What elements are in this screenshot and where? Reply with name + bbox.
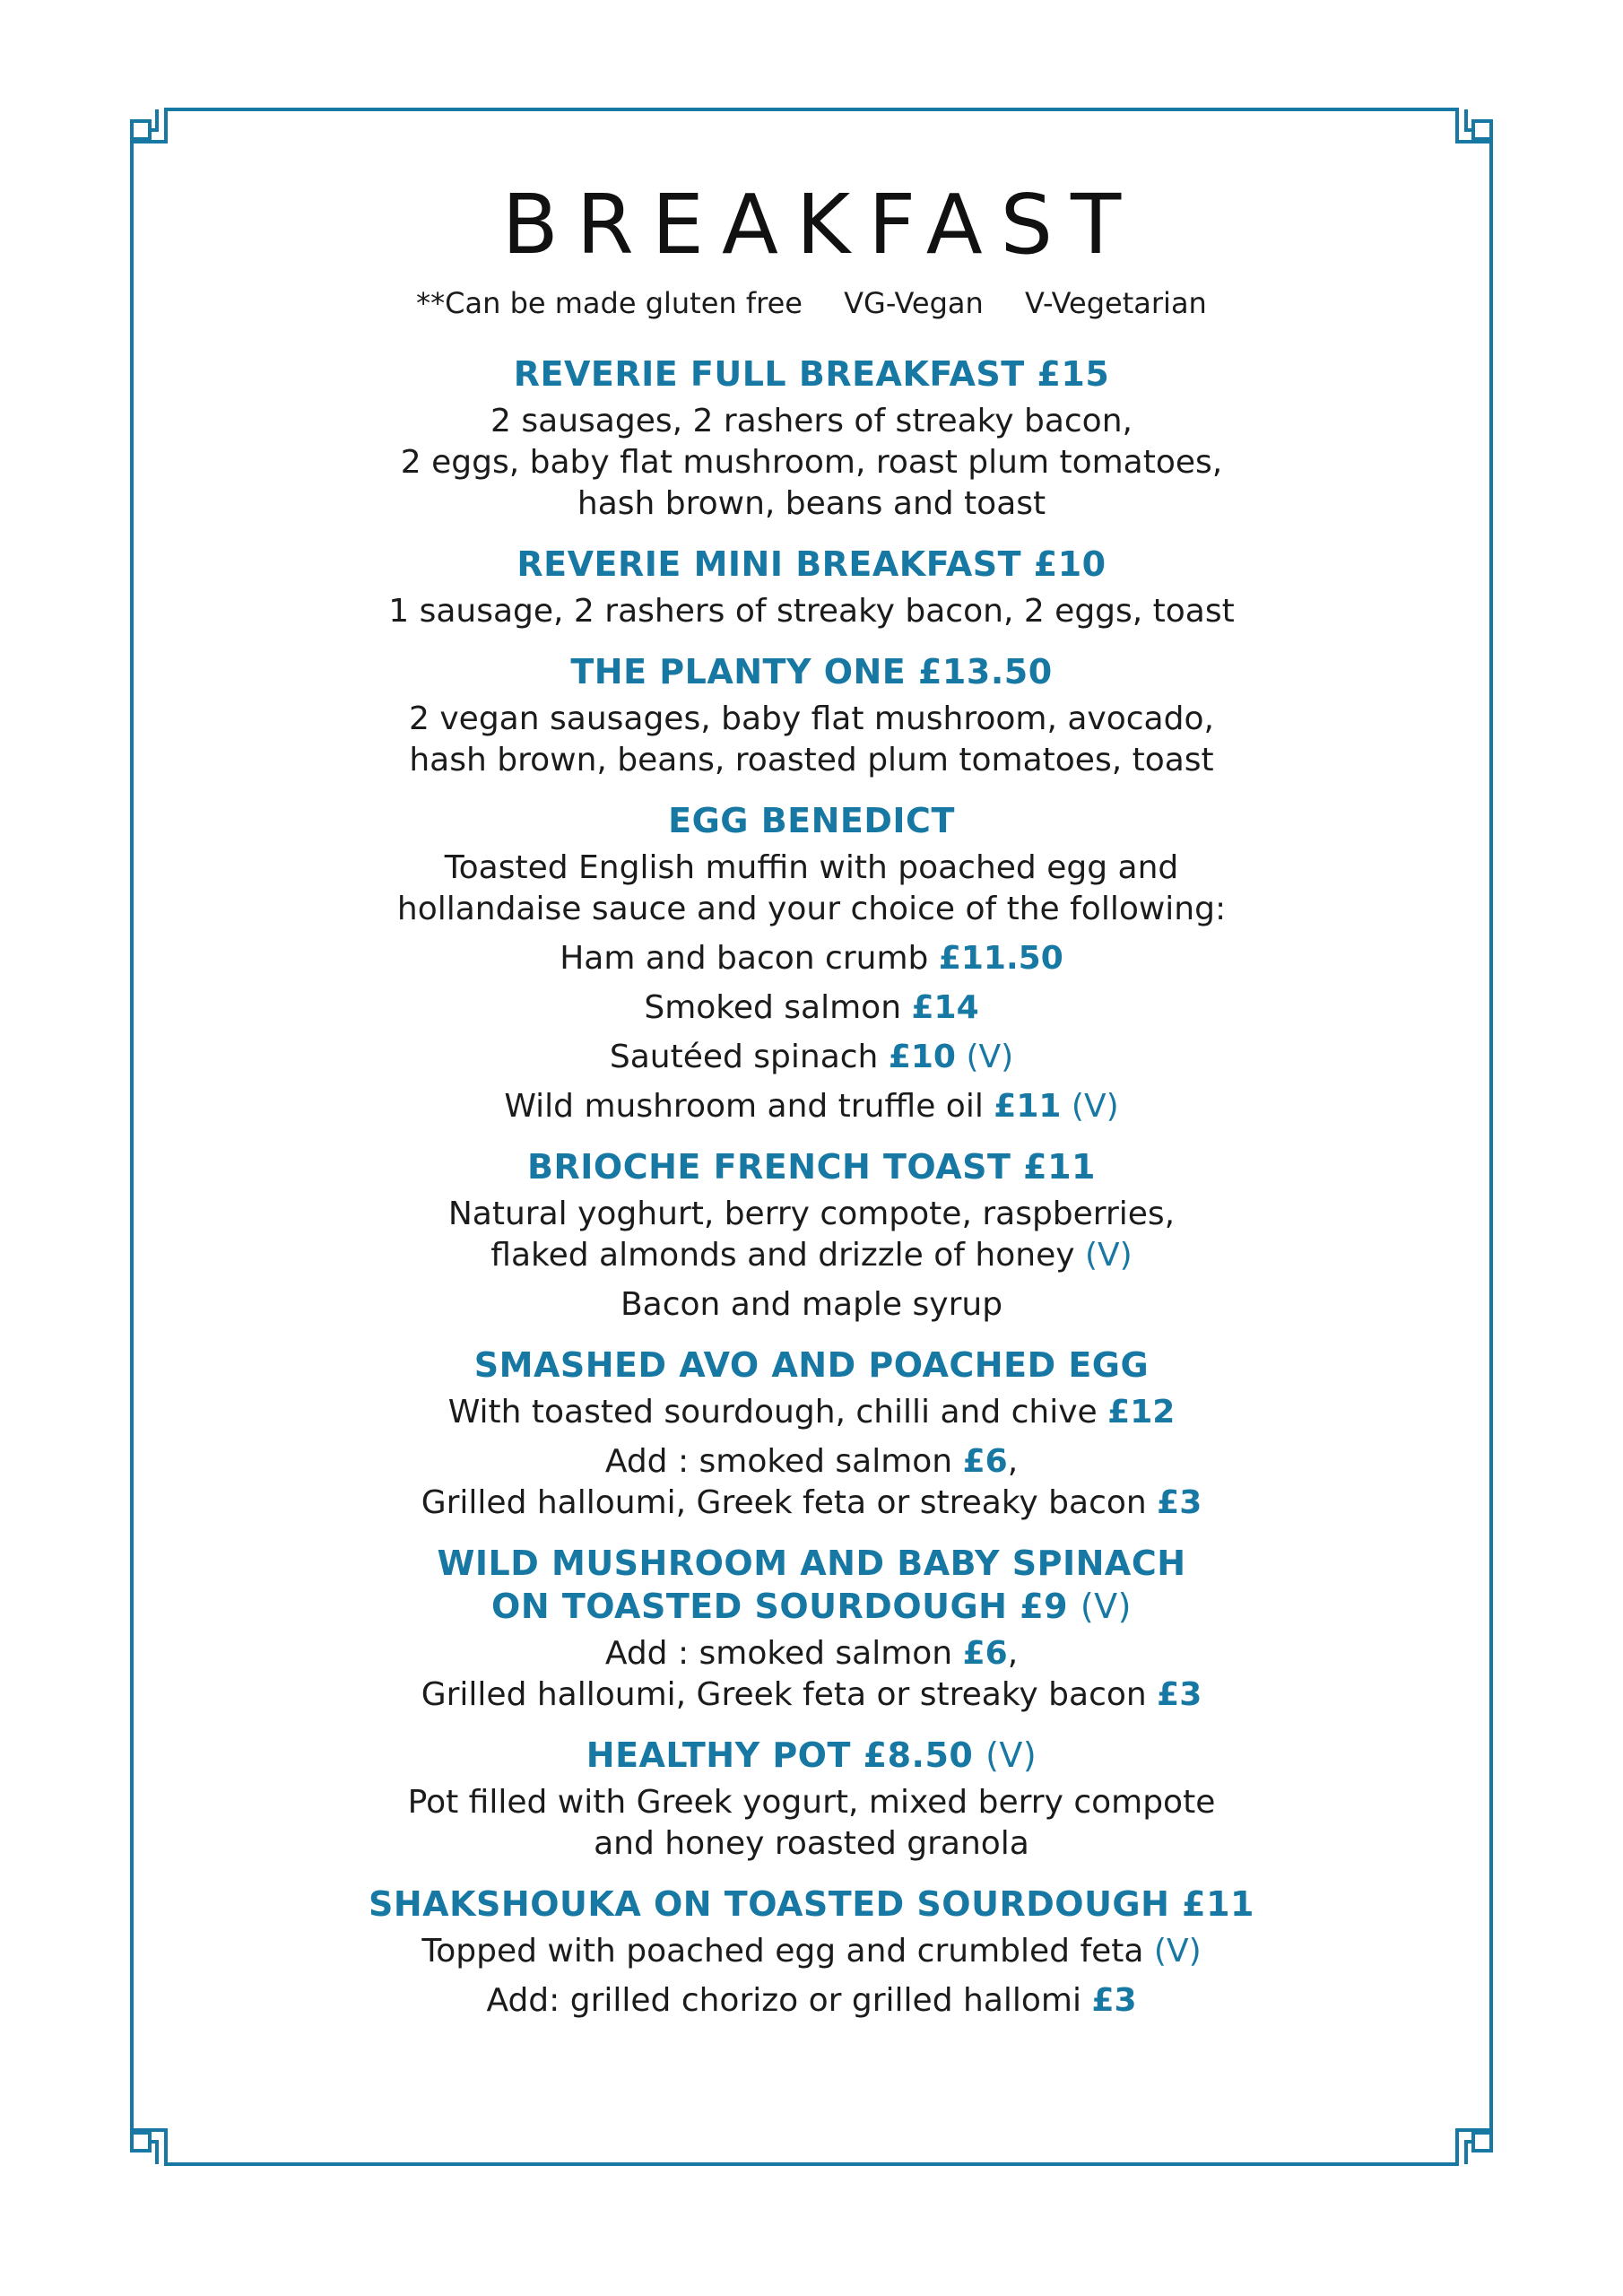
- vegetarian-tag: (V): [985, 1735, 1037, 1775]
- item-add-on: [161, 1441, 1462, 1483]
- item-heading: SMASHED AVO AND POACHED EGG: [473, 1345, 1150, 1385]
- item-add-on: [161, 1674, 1462, 1716]
- menu-item: [161, 650, 1462, 781]
- item-heading: THE PLANTY ONE £13.50: [570, 652, 1053, 691]
- menu-item: [161, 352, 1462, 525]
- add-on-text: Add : smoked salmon: [604, 1635, 953, 1672]
- item-description-line: [161, 1931, 1462, 1972]
- item-option: [161, 1086, 1462, 1127]
- add-on-price: £3: [1157, 1676, 1202, 1713]
- item-price: £12: [1107, 1394, 1176, 1431]
- menu-item: [161, 799, 1462, 1127]
- menu-item: [161, 1542, 1462, 1716]
- vegetarian-tag: (V): [1153, 1933, 1202, 1970]
- item-add-on: [161, 1483, 1462, 1524]
- option-price: £10: [888, 1039, 956, 1075]
- item-option: [161, 938, 1462, 979]
- menu-item: [161, 1883, 1462, 2022]
- item-heading: WILD MUSHROOM AND BABY SPINACH: [437, 1544, 1186, 1583]
- add-on-price: £3: [1157, 1484, 1202, 1521]
- menu-item: [161, 1145, 1462, 1326]
- item-description-line: hash brown, beans and toast: [577, 485, 1046, 522]
- legend-vegetarian: V-Vegetarian: [1024, 286, 1207, 320]
- add-on-text: Grilled halloumi, Greek feta or streaky bacon: [421, 1484, 1147, 1521]
- item-option: [161, 987, 1462, 1029]
- item-heading: REVERIE MINI BREAKFAST £10: [516, 544, 1107, 584]
- option-price: £11.50: [938, 940, 1063, 977]
- menu-item: [161, 1734, 1462, 1865]
- item-description-line: 2 eggs, baby flat mushroom, roast plum tomatoes,: [400, 444, 1223, 481]
- item-heading: REVERIE FULL BREAKFAST £15: [513, 354, 1110, 394]
- item-heading: EGG BENEDICT: [668, 801, 955, 840]
- add-on-text: Grilled halloumi, Greek feta or streaky bacon: [421, 1676, 1147, 1713]
- heading-text: HEALTHY POT £8.50: [586, 1735, 974, 1775]
- add-on-price: £6: [962, 1635, 1008, 1672]
- item-description-line: and honey roasted granola: [594, 1825, 1029, 1862]
- option-text: Ham and bacon crumb: [560, 940, 929, 977]
- item-heading: BRIOCHE FRENCH TOAST £11: [527, 1147, 1096, 1187]
- vegetarian-tag: (V): [1080, 1587, 1132, 1626]
- add-on-suffix: ,: [1007, 1635, 1019, 1672]
- option-price: £11: [994, 1088, 1062, 1125]
- menu-content: [161, 177, 1462, 2039]
- option-text: Add: grilled chorizo or grilled hallomi: [486, 1982, 1081, 2019]
- option-price: £14: [911, 989, 979, 1026]
- item-add-on: [161, 1633, 1462, 1674]
- description-text: With toasted sourdough, chilli and chive: [447, 1394, 1098, 1431]
- item-option: [161, 1037, 1462, 1078]
- dietary-legend: [161, 286, 1462, 320]
- add-on-text: Add : smoked salmon: [604, 1443, 953, 1480]
- menu-item: [161, 1344, 1462, 1524]
- description-text: flaked almonds and drizzle of honey: [490, 1237, 1075, 1274]
- item-description-line: hash brown, beans, roasted plum tomatoes, toast: [409, 742, 1214, 778]
- item-description-line: 2 vegan sausages, baby flat mushroom, avocado,: [409, 700, 1214, 737]
- option-text: Smoked salmon: [644, 989, 902, 1026]
- item-description-line: 1 sausage, 2 rashers of streaky bacon, 2 eggs, toast: [388, 593, 1235, 630]
- item-heading: SHAKSHOUKA ON TOASTED SOURDOUGH £11: [369, 1884, 1254, 1924]
- menu-item: [161, 543, 1462, 632]
- item-description-line: [161, 1392, 1462, 1433]
- option-text: Wild mushroom and truffle oil: [504, 1088, 984, 1125]
- item-description-line: Toasted English muffin with poached egg and: [444, 849, 1179, 886]
- add-on-price: £6: [962, 1443, 1008, 1480]
- item-heading: [161, 1585, 1462, 1628]
- item-description-line: hollandaise sauce and your choice of the following:: [396, 891, 1227, 927]
- legend-gluten-free: **Can be made gluten free: [416, 286, 803, 320]
- item-description-line: [161, 1235, 1462, 1276]
- page-title: BREAKFAST: [501, 177, 1140, 273]
- option-price: £3: [1091, 1982, 1137, 2019]
- vegetarian-tag: (V): [1084, 1237, 1133, 1274]
- add-on-suffix: ,: [1007, 1443, 1019, 1480]
- item-option: [161, 1980, 1462, 2022]
- option-text: Sautéed spinach: [609, 1039, 879, 1075]
- description-text: Topped with poached egg and crumbled feta: [421, 1933, 1144, 1970]
- item-description-line: Pot filled with Greek yogurt, mixed berry compote: [407, 1784, 1216, 1821]
- heading-text: ON TOASTED SOURDOUGH £9: [491, 1587, 1069, 1626]
- legend-vegan: VG-Vegan: [844, 286, 984, 320]
- item-description-line: Natural yoghurt, berry compote, raspberries,: [447, 1196, 1176, 1232]
- item-heading: [161, 1734, 1462, 1777]
- vegetarian-tag: (V): [966, 1039, 1014, 1075]
- vegetarian-tag: (V): [1071, 1088, 1119, 1125]
- item-option: Bacon and maple syrup: [620, 1286, 1003, 1323]
- item-description-line: 2 sausages, 2 rashers of streaky bacon,: [490, 403, 1133, 439]
